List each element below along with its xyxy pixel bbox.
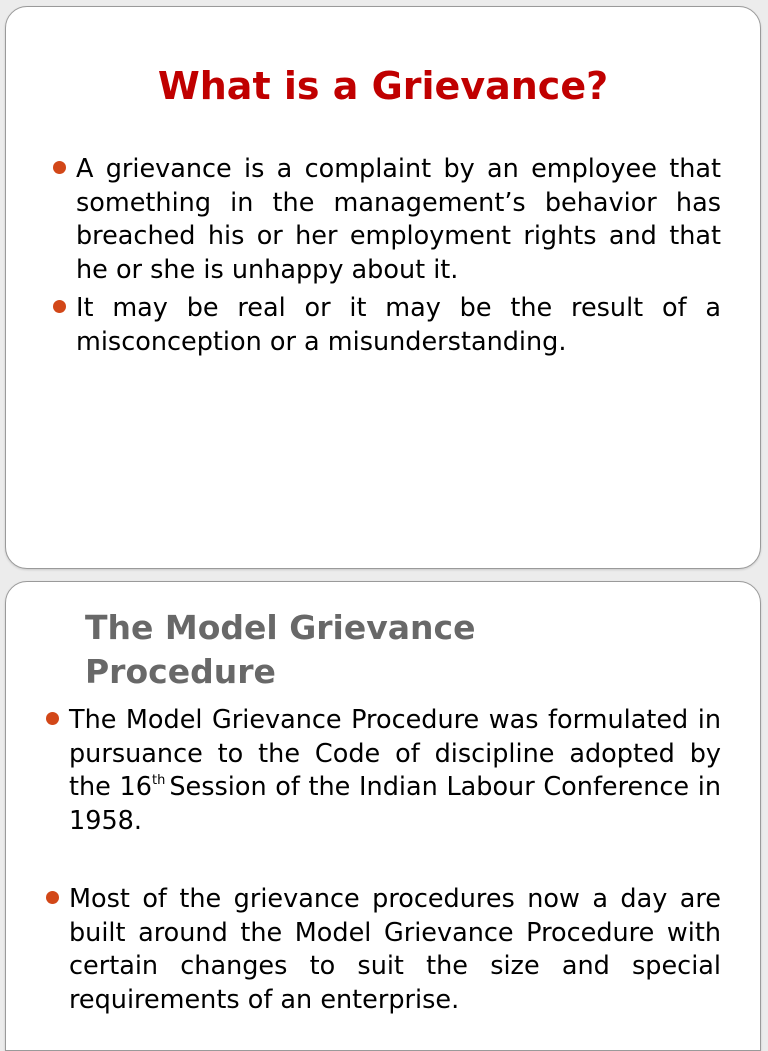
- slide-title: What is a Grievance?: [157, 64, 609, 108]
- ordinal-superscript: th: [151, 773, 166, 788]
- bullet-item: [76, 292, 721, 359]
- bullet-text-part: The Model Grievance Procedure was formulated in pursuance to the Code of discipline adopted by the 16: [69, 705, 721, 802]
- bullet-text: Most of the grievance procedures now a day are built around the Model Grievance Procedure with certain changes to suit the size and special requirements of an enterprise.: [69, 884, 721, 1015]
- bullet-item: [69, 883, 721, 1017]
- bullet-text: It may be real or it may be the result of a misconception or a misunderstanding.: [76, 293, 721, 357]
- bullet-icon: [46, 891, 59, 904]
- slide-title: The Model Grievance Procedure: [85, 608, 476, 691]
- bullet-item: [76, 153, 721, 287]
- bullet-item: [69, 704, 721, 838]
- bullet-text: A grievance is a complaint by an employee that something in the management’s behavior has breached his or her employment rights and that he or she is unhappy about it.: [76, 154, 721, 285]
- slide-model-grievance-procedure: [5, 581, 761, 1051]
- bullet-text-part: Session of the Indian Labour Conference in 1958.: [69, 772, 721, 836]
- bullet-icon: [53, 161, 66, 174]
- bullet-icon: [46, 712, 59, 725]
- slide-what-is-grievance: [5, 6, 761, 569]
- bullet-list: [76, 153, 721, 364]
- bullet-icon: [53, 300, 66, 313]
- bullet-list: [69, 704, 721, 1017]
